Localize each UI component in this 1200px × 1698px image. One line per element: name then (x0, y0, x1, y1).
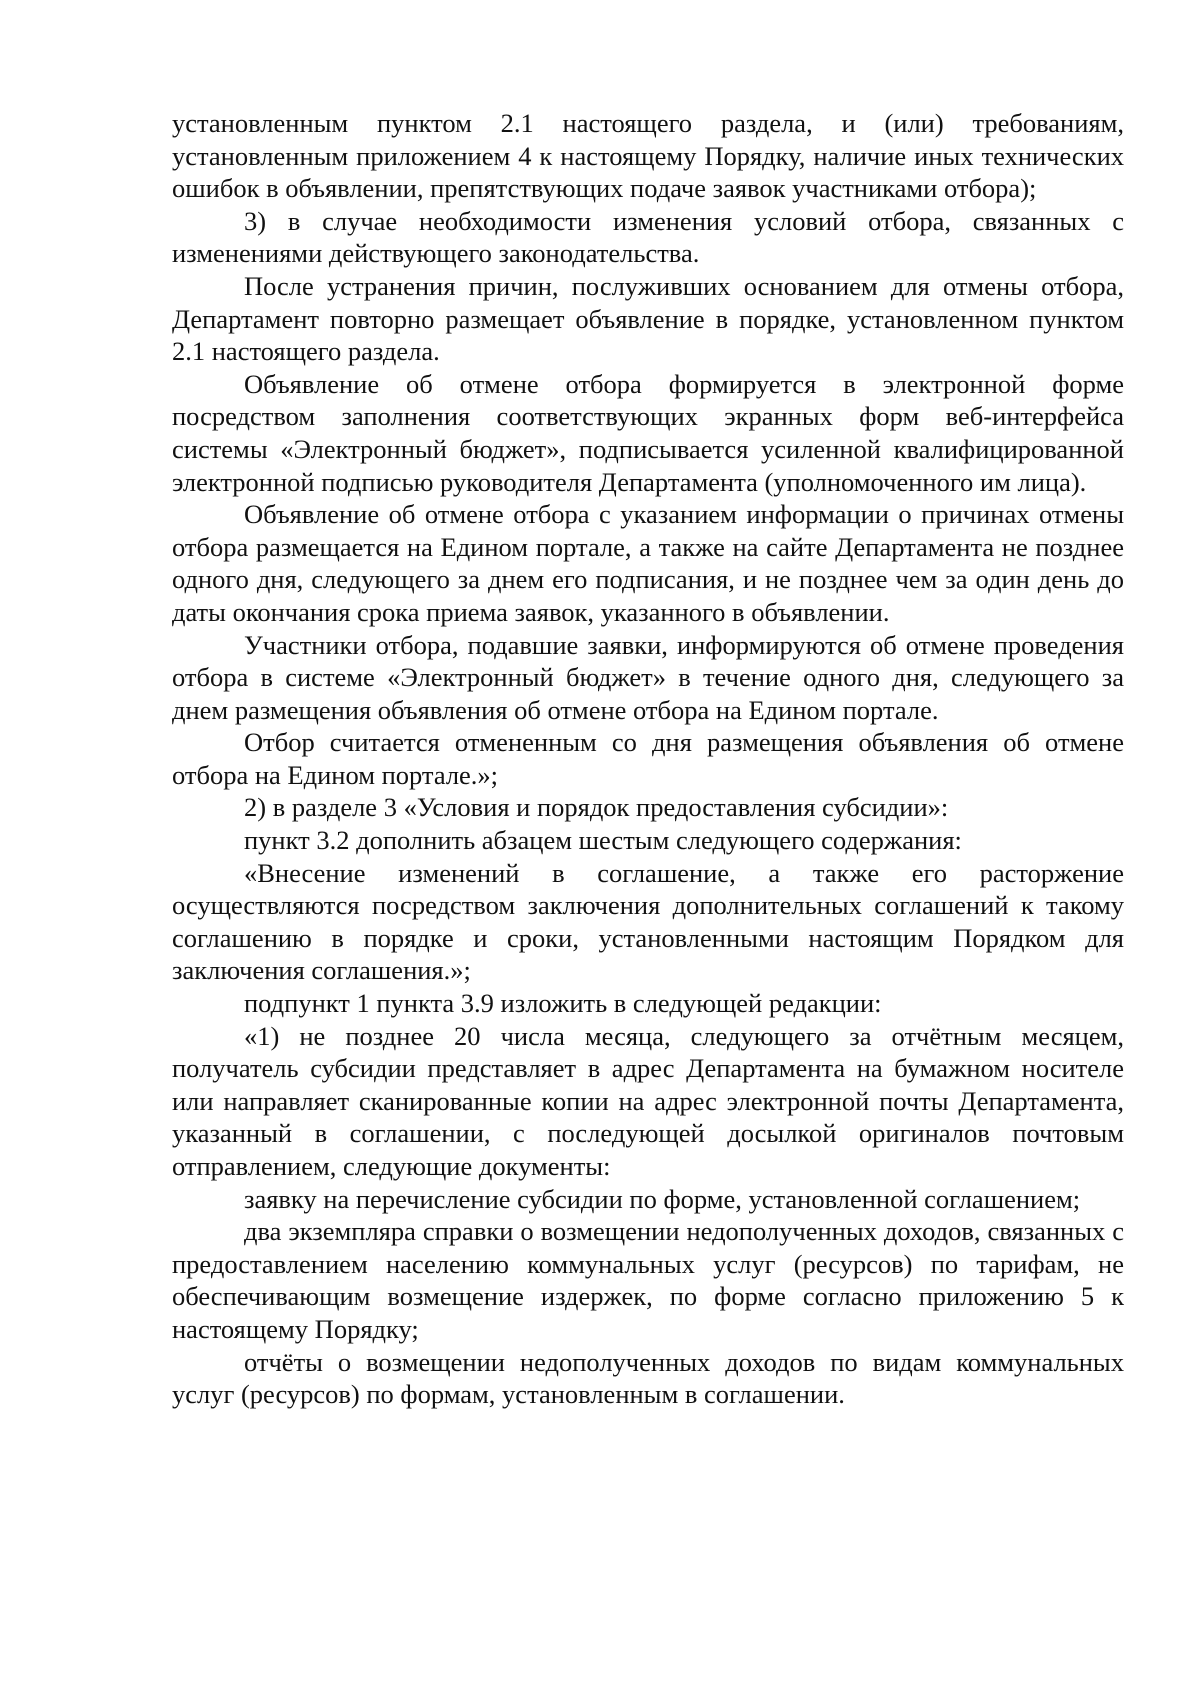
paragraph: 2) в разделе 3 «Условия и порядок предоставления субсидии»: (244, 792, 949, 823)
paragraph: два экземпляра справки о возмещении недополученных доходов, связанных с предоставлением населению коммунальных услуг (ресурсов) по тарифам, не обеспечивающим возмещение издержек, по форме согласно приложению 5 к настоящему Порядку; (172, 1216, 1124, 1344)
document-body (172, 107, 1124, 1411)
paragraph: Участники отбора, подавшие заявки, информируются об отмене проведения отбора в системе «Электронный бюджет» в течение одного дня, следующего за днем размещения объявления об отмене отбора на Едином портале. (172, 629, 1124, 725)
paragraph: Объявление об отмене отбора формируется в электронной форме посредством заполнения соответствующих экранных форм веб-интерфейса системы «Электронный бюджет», подписывается усиленной квалифицированной электронной подписью руководителя Департамента (уполномоченного им лица). (172, 368, 1124, 497)
paragraph: Объявление об отмене отбора с указанием информации о причинах отмены отбора размещается на Едином портале, а также на сайте Департамента не позднее одного дня, следующего за днем его подписания, и не позднее чем за один день до даты окончания срока приема заявок, указанного в объявлении. (172, 499, 1124, 627)
paragraph: Отбор считается отмененным со дня размещения объявления об отмене отбора на Едином портале.»; (172, 727, 1124, 790)
paragraph: пункт 3.2 дополнить абзацем шестым следующего содержания: (244, 825, 962, 856)
paragraph: подпункт 1 пункта 3.9 изложить в следующей редакции: (244, 988, 882, 1019)
paragraph: заявку на перечисление субсидии по форме, установленной соглашением; (244, 1183, 1081, 1214)
paragraph: После устранения причин, послуживших основанием для отмены отбора, Департамент повторно размещает объявление в порядке, установленном пунктом 2.1 настоящего раздела. (172, 270, 1124, 367)
paragraph: «Внесение изменений в соглашение, а также его расторжение осуществляются посредством заключения дополнительных соглашений к такому соглашению в порядке и сроки, установленными настоящим Порядком для заключения соглашения.»; (172, 857, 1124, 986)
paragraph: 3) в случае необходимости изменения условий отбора, связанных с изменениями действующего законодательства. (172, 205, 1124, 269)
paragraph: «1) не позднее 20 числа месяца, следующего за отчётным месяцем, получатель субсидии представляет в адрес Департамента на бумажном носителе или направляет сканированные копии на адрес электронной почты Департамента, указанный в соглашении, с последующей досылкой оригиналов почтовым отправлением, следующие документы: (172, 1020, 1124, 1181)
paragraph: отчёты о возмещении недополученных доходов по видам коммунальных услуг (ресурсов) по формам, установленным в соглашении. (172, 1346, 1124, 1410)
paragraph: установленным пунктом 2.1 настоящего раздела, и (или) требованиям, установленным приложением 4 к настоящему Порядку, наличие иных технических ошибок в объявлении, препятствующих подаче заявок участниками отбора); (172, 108, 1124, 204)
